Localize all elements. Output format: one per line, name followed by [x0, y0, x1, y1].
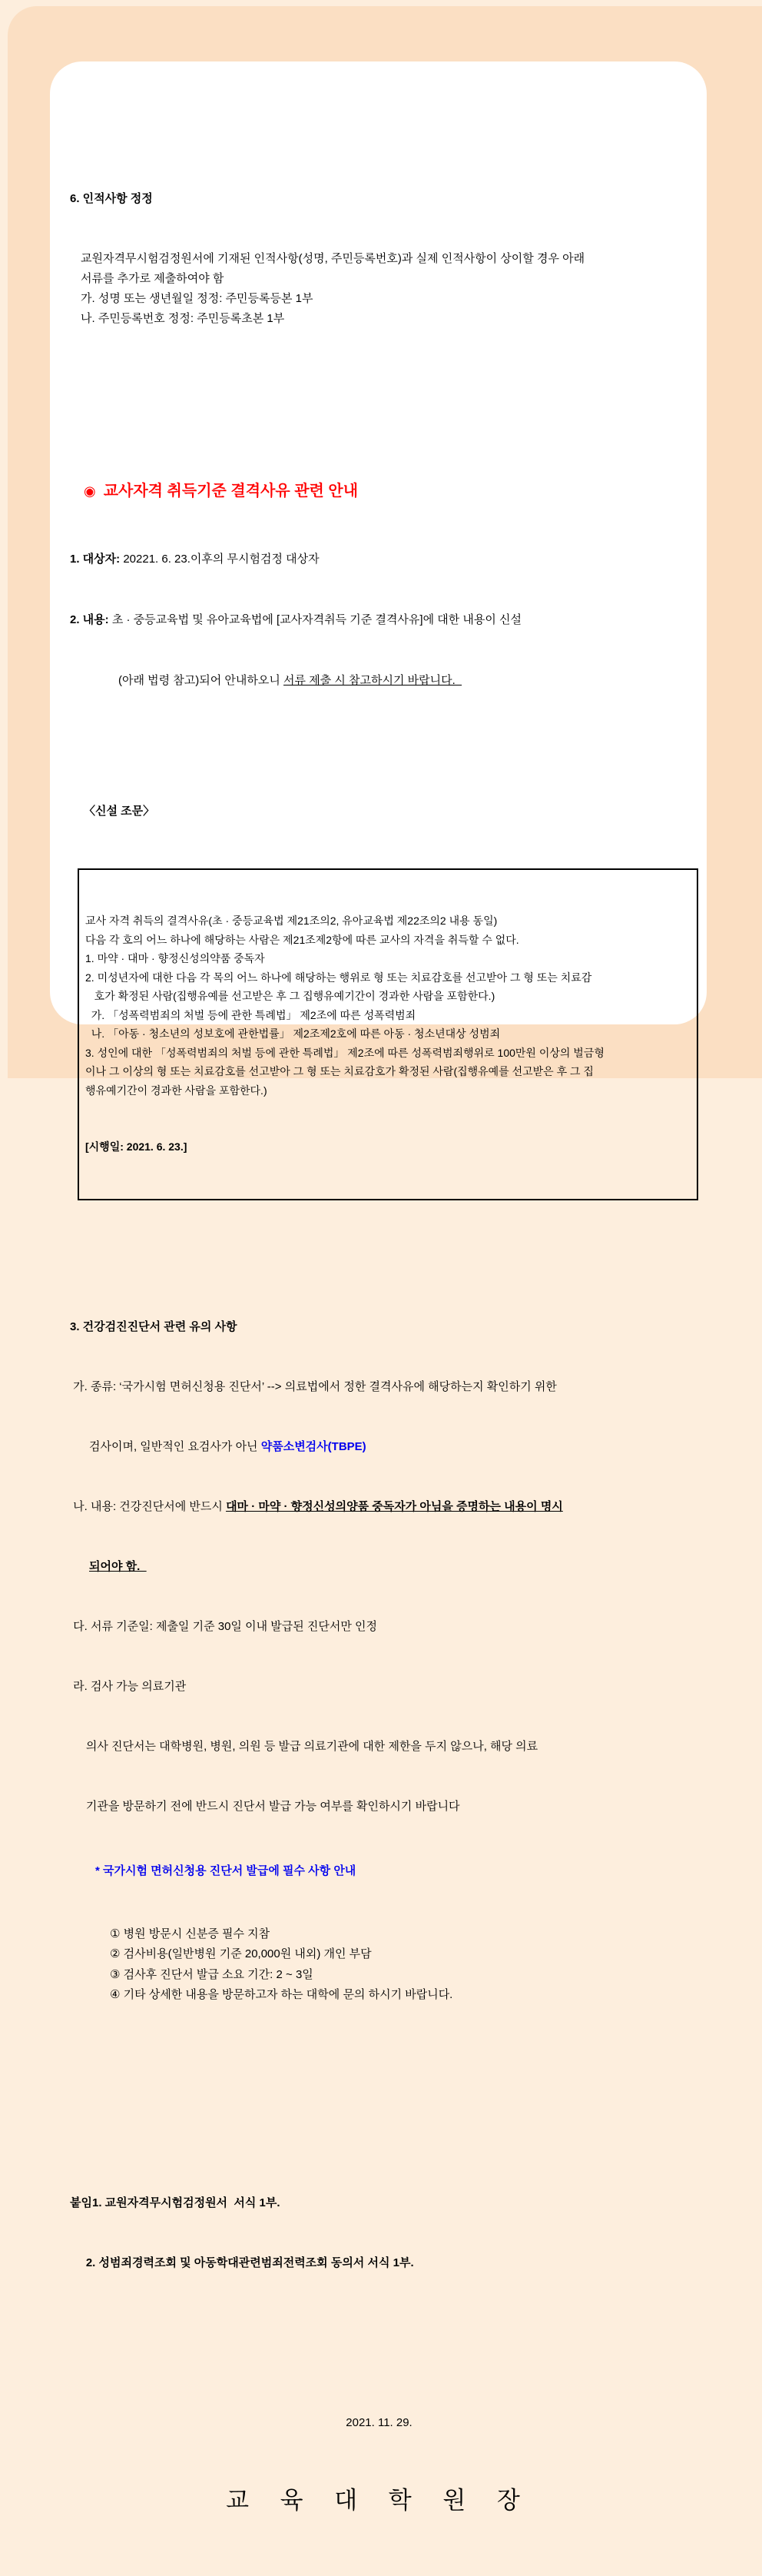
required-items-note: * 국가시험 면허신청용 진단서 발급에 필수 사항 안내 [95, 1864, 356, 1877]
content-line2-indent [70, 1560, 89, 1573]
target-text: 20221. 6. 23.이후의 무시험검정 대상자 [120, 553, 320, 566]
content-line2-underlined: 되어야 함. [89, 1559, 147, 1573]
document-card [50, 61, 707, 2514]
medical-institution-detail2: 기관을 방문하기 전에 반드시 진단서 발급 가능 여부를 확인하시기 바랍니다 [70, 1799, 460, 1813]
medical-institution-detail1: 의사 진단서는 대학병원, 병원, 의원 등 발급 의료기관에 대한 제한을 두지 않으나, 해당 의료 [70, 1739, 538, 1753]
type-line2 [70, 1437, 688, 1457]
text-line: 가. 성명 또는 생년월일 정정: 주민등록등본 1부 [81, 292, 313, 305]
document-date: 2021. 11. 29. [346, 2415, 412, 2429]
provision-box [78, 868, 698, 1200]
section-personal-info-correction [70, 144, 688, 369]
text-line: 1. 마약 · 대마 · 향정신성의약품 중독자 [85, 952, 265, 964]
text-line: 행유예기간이 경과한 사람을 포함한다.) [85, 1084, 267, 1097]
content-cont-text: (아래 법령 참고)되어 안내하오니 [118, 674, 284, 687]
content-line1-underlined: 대마 · 마약 · 향정신성의양품 중독자가 아님을 증명하는 내용이 명시 [226, 1499, 563, 1513]
content-line2 [70, 1557, 688, 1577]
numbered-item: ③ 검사후 진단서 발급 소요 기간: 2 ~ 3일 [110, 1967, 313, 1981]
effective-date-line: [시행일: 2021. 6. 23.] [85, 1140, 187, 1153]
type-line1: 가. 종류: ‘국가시험 면허신청용 진단서’ --> 의료법에서 정한 결격사유에 해당하는지 확인하기 위한 [70, 1379, 557, 1393]
section3-title: 3. 건강검진진단서 관련 유의 사항 [70, 1320, 237, 1333]
notice-item-target [70, 549, 688, 569]
provision-heading: 〈신설 조문〉 [84, 805, 155, 818]
numbered-item: ④ 기타 상세한 내용을 방문하고자 하는 대학에 문의 하시기 바랍니다. [110, 1988, 453, 2001]
text-line: 나. 주민등록번호 정정: 주민등록초본 1부 [81, 312, 285, 325]
numbered-item: ① 병원 방문시 신분증 필수 지참 [110, 1927, 270, 1940]
text-line: 다음 각 호의 어느 하나에 해당하는 사람은 제21조제2항에 따른 교사의 자격을 취득할 수 없다. [85, 933, 519, 946]
signature-title: 교 육 대 학 원 장 [226, 2486, 532, 2514]
text-line: 서류를 추가로 제출하여야 함 [81, 272, 224, 285]
notice-item-content-cont [70, 670, 688, 691]
text-line: 3. 성인에 대한 「성폭력범죄의 처벌 등에 관한 특례법」 제2조에 따른 성폭력범죄행위로 100만원 이상의 벌금형 [85, 1046, 605, 1059]
target-label: 1. 대상자: [70, 553, 121, 566]
notice-heading-text: 교사자격 취득기준 결격사유 관련 안내 [103, 483, 359, 500]
content-cont-underlined: 서류 제출 시 참고하시기 바랍니다. [283, 674, 462, 687]
attachments-section [70, 2153, 688, 2313]
text-line: 교사 자격 취득의 결격사유(초 · 중등교육법 제21조의2, 유아교육법 제22조의2 내용 동일) [85, 915, 498, 927]
fisheye-bullet-icon: ◉ [84, 483, 96, 499]
attachment-line1: 붙임1. 교원자격무시험검정원서 서식 1부. [70, 2196, 280, 2209]
text-line: 가. 「성폭력범죄의 처벌 등에 관한 특례법」 제2조에 따른 성폭력범죄 [85, 1008, 416, 1021]
attachment-line2: 2. 성범죄경력조회 및 아동학대관련범죄전력조회 동의서 서식 1부. [70, 2256, 414, 2269]
content-text: 초 · 중등교육법 및 유아교육법에 [교사자격취득 기준 결격사유]에 대한 내용이 신설 [108, 613, 522, 626]
provision-lines [85, 911, 691, 1100]
text-line: 이나 그 이상의 형 또는 치료감호를 선고받아 그 형 또는 치료감호가 확정된 사람(집행유예를 선고받은 후 그 집 [85, 1065, 594, 1077]
content-label: 2. 내용: [70, 613, 109, 626]
required-items-list [110, 1924, 688, 2006]
health-certificate-section [70, 1277, 688, 2046]
text-line: 호가 확정된 사람(집행유예를 선고받은 후 그 집행유예기간이 경과한 사람을 포함한다.) [85, 990, 495, 1002]
urine-test-highlight: 약품소변검사(TBPE) [260, 1439, 366, 1453]
text-line: 교원자격무시험검정원서에 기재된 인적사항(성명, 주민등록번호)과 실제 인적사항이 상이할 경우 아래 [81, 252, 585, 265]
section6-title: 6. 인적사항 정정 [70, 192, 153, 205]
notice-item-content [70, 609, 688, 630]
numbered-item: ② 검사비용(일반병원 기준 20,000원 내외) 개인 부담 [110, 1947, 372, 1960]
content-line1-prefix: 나. 내용: 건강진단서에 반드시 [70, 1499, 227, 1513]
document-date-line: 다. 서류 기준일: 제출일 기준 30일 이내 발급된 진단서만 인정 [70, 1619, 377, 1633]
qualification-notice-section [70, 429, 688, 731]
text-line: 2. 미성년자에 대한 다음 각 목의 어느 하나에 해당하는 행위로 형 또는 치료감호를 선고받아 그 형 또는 치료감 [85, 971, 592, 984]
type-line2-prefix: 검사이며, 일반적인 요검사가 아닌 [70, 1439, 261, 1453]
section6-body [70, 249, 688, 329]
content-line1 [70, 1497, 688, 1517]
document-frame [8, 6, 762, 2514]
medical-institution-line: 라. 검사 가능 의료기관 [70, 1679, 187, 1693]
text-line: 나. 「아동 · 청소년의 성보호에 관한법률」 제2조제2호에 따른 아동 · 청소년대상 성범죄 [85, 1027, 501, 1040]
notice-heading [84, 481, 688, 501]
